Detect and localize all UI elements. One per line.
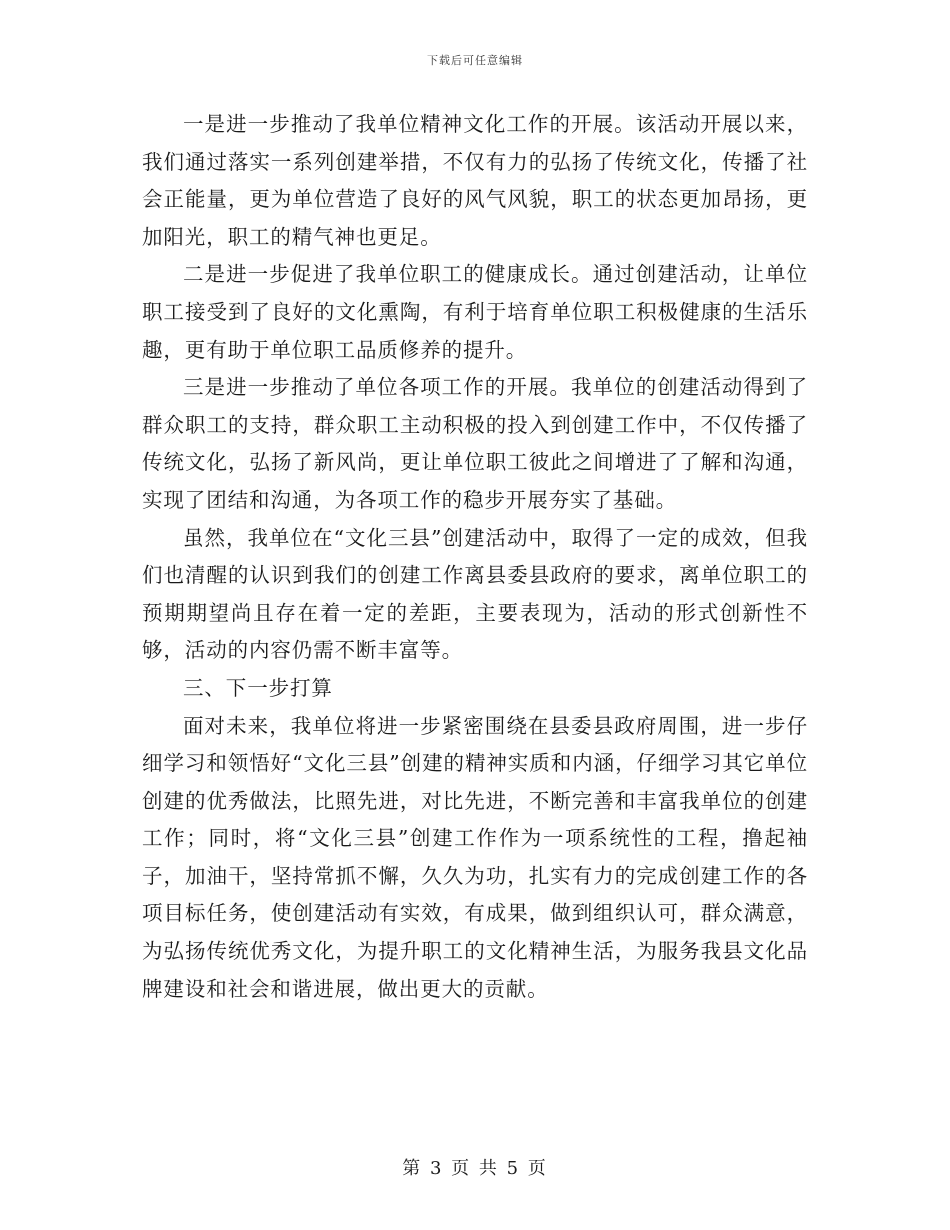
paragraph-1: 一是进一步推动了我单位精神文化工作的开展。该活动开展以来，我们通过落实一系列创建举措，不仅有力的弘扬了传统文化，传播了社会正能量，更为单位营造了良好的风气风貌，职工的状态更加昂扬，更加阳光，职工的精气神也更足。: [142, 112, 808, 249]
paragraph-5: 面对未来，我单位将进一步紧密围绕在县委县政府周围，进一步仔细学习和领悟好“文化三县”创建的精神实质和内涵，仔细学习其它单位创建的优秀做法，比照先进，对比先进，不断完善和丰富我单位的创建工作；同时，将“文化三县”创建工作作为一项系统性的工程，撸起袖子，加油干，坚持常抓不懈，久久为功，扎实有力的完成创建工作的各项目标任务，使创建活动有实效，有成果，做到组织认可，群众满意，为弘扬传统优秀文化，为提升职工的文化精神生活，为服务我县文化品牌建设和社会和谐进展，做出更大的贡献。: [142, 713, 808, 1001]
section-heading-next-steps: 三、下一步打算: [183, 675, 333, 700]
paragraph-4: 虽然，我单位在“文化三县”创建活动中，取得了一定的成效，但我们也清醒的认识到我们的创建工作离县委县政府的要求，离单位职工的预期期望尚且存在着一定的差距，主要表现为，活动的形式创新性不够，活动的内容仍需不断丰富等。: [142, 525, 808, 663]
paragraph-3: 三是进一步推动了单位各项工作的开展。我单位的创建活动得到了群众职工的支持，群众职工主动积极的投入到创建工作中，不仅传播了传统文化，弘扬了新风尚，更让单位职工彼此之间增进了了解和沟通，实现了团结和沟通，为各项工作的稳步开展夯实了基础。: [142, 375, 808, 512]
page-header-note: 下载后可任意编辑: [427, 54, 523, 67]
paragraph-2: 二是进一步促进了我单位职工的健康成长。通过创建活动，让单位职工接受到了良好的文化熏陶，有利于培育单位职工积极健康的生活乐趣，更有助于单位职工品质修养的提升。: [142, 262, 808, 362]
document-body: [142, 106, 808, 1008]
page-number-footer: 第 3 页 共 5 页: [402, 1158, 548, 1179]
